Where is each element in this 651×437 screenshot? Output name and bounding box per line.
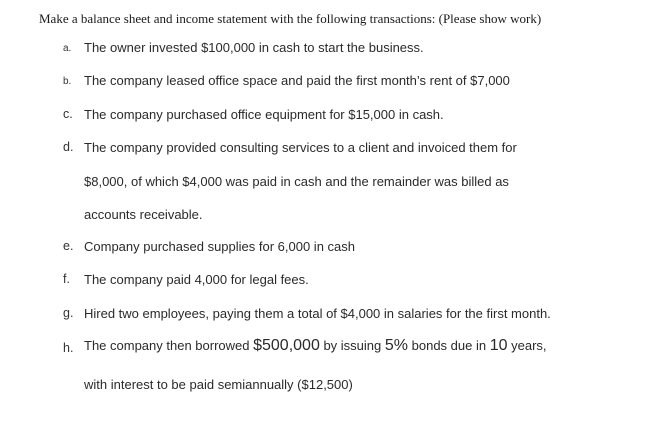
- item-text: with interest to be paid semiannually ($12,500): [84, 377, 353, 392]
- item-text: The company purchased office equipment for $15,000 in cash.: [84, 107, 444, 122]
- item-text: The owner invested $100,000 in cash to start the business.: [84, 40, 424, 55]
- item-marker: c.: [63, 107, 73, 121]
- item-marker: a.: [63, 43, 72, 54]
- item-marker: b.: [63, 76, 72, 87]
- item-marker: g.: [63, 306, 74, 320]
- instructions-text: Make a balance sheet and income statement with the following transactions: (Please show work): [39, 11, 542, 26]
- loan-amount: $500,000: [253, 337, 320, 354]
- item-text-segment: by issuing: [319, 338, 385, 353]
- item-text: Company purchased supplies for 6,000 in cash: [84, 239, 355, 254]
- item-text: accounts receivable.: [84, 207, 203, 222]
- item-text: The company provided consulting services to a client and invoiced them for: [84, 140, 517, 155]
- item-text: The company leased office space and paid the first month’s rent of $7,000: [84, 73, 510, 88]
- item-marker: d.: [63, 140, 74, 154]
- item-marker: h.: [63, 341, 74, 355]
- item-text-segment: bonds due in: [408, 338, 490, 353]
- bond-term: 10: [489, 337, 508, 354]
- interest-rate: 5%: [384, 337, 409, 354]
- item-text-segment: The company then borrowed: [84, 338, 254, 353]
- item-marker: f.: [63, 272, 70, 286]
- item-text-segment: years,: [507, 338, 547, 353]
- item-text: $8,000, of which $4,000 was paid in cash and the remainder was billed as: [84, 174, 509, 189]
- item-text: Hired two employees, paying them a total of $4,000 in salaries for the first month.: [84, 306, 551, 321]
- item-text: [84, 338, 547, 354]
- item-marker: e.: [63, 239, 74, 253]
- item-text: The company paid 4,000 for legal fees.: [84, 272, 309, 287]
